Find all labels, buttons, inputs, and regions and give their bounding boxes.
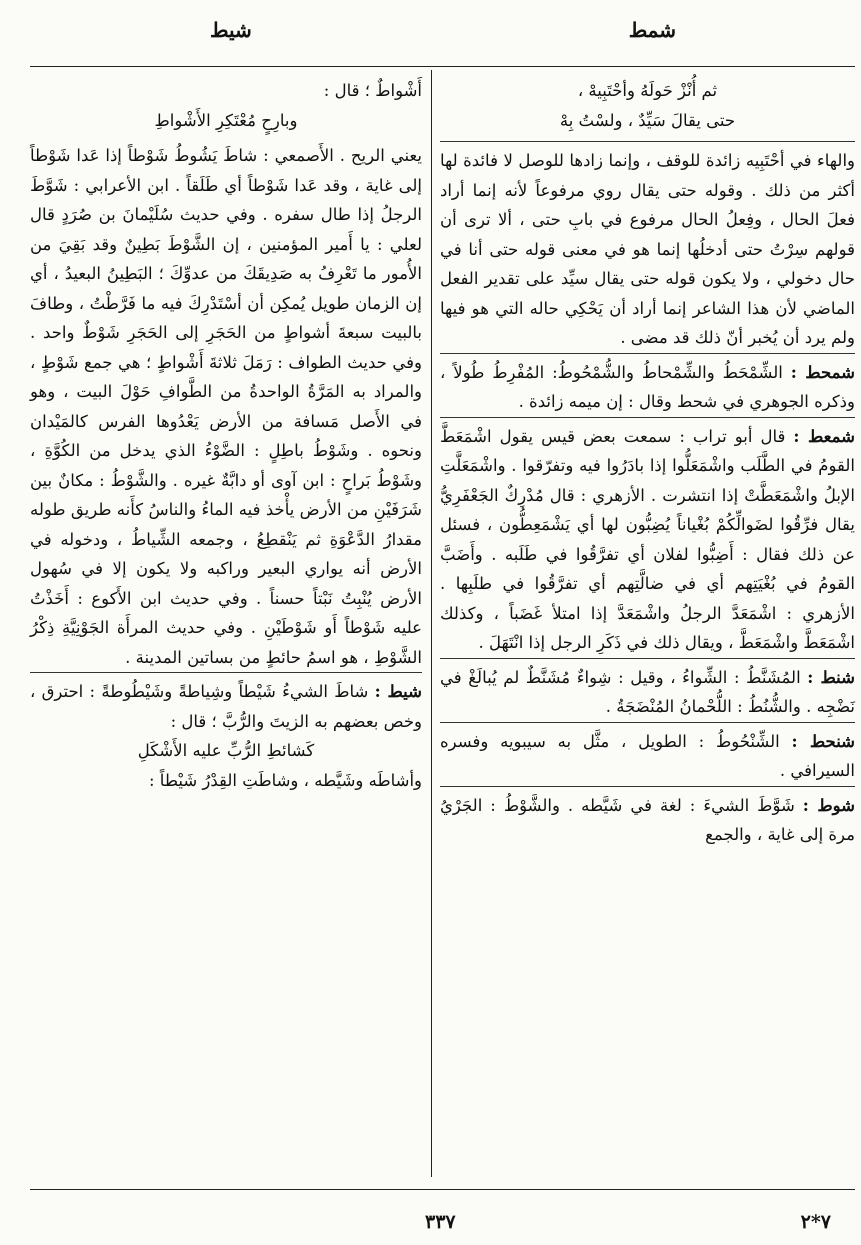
bottom-rule [30, 1189, 855, 1190]
intro-line: أَشْواطٌ ؛ قال : [323, 81, 422, 100]
left-column [30, 76, 422, 795]
page-number: ٣٣٧ [425, 1211, 456, 1233]
entry-shamaat [440, 417, 855, 658]
verse-line: حتى يقالَ سَيِّدٌ ، ولسْتُ بِهْ [559, 110, 736, 130]
verse-line: وبارِحٍ مُعْتَكِرِ الأَشْواطِ [154, 110, 298, 130]
entry-shamhat [440, 353, 855, 417]
paragraph: والهاء في أحْتَبِيه زائدة للوقف ، وإنما زادها للوصل لا فائدة لها أكثر من ذلك . وقوله حتى يقال روي مرفوعاً لأنه إنما أراد فعلَ الحال ، وفِعلُ الحال مرفوع في بابِ حتى ، ألا ترى أن قولهم سِرْتُ حتى أدخلُها إنما هو في معنى قوله حتى أنا في حال دخولي ، ولا يكون قوله حتى يقال سيِّد على تقدير الفعل الماضي لأن هذا الشاعر إنما أراد أن يَحْكِي حاله التي هو فيها ولم يرد أن يُخبر أنّ ذلك قد مضى . [440, 141, 855, 353]
headword: شنط : [807, 667, 855, 687]
top-rule [30, 66, 855, 67]
verse-line: كَشائطِ الرُّبِّ عليه الأَشْكَلِ [137, 741, 315, 760]
entry-text: شَوَّطَ الشيءَ : لغة في شَيَّطه . والشَّوْطُ : الجَرْيُ مرة إلى غاية ، والجمع [440, 795, 855, 844]
entry-text: شاطَ الشيءُ شَيْطاً وشِياطةً وشَيْطُوطةً : احترق ، وخص بعضهم به الزيتَ والرُّبَّ ؛ قال : [30, 682, 422, 731]
column-separator [431, 70, 432, 1177]
entry-text: المُشَنَّطُ : الشِّواءُ ، وقيل : شِواءٌ مُشَنَّطٌ لم يُبالَغْ في نَضْجِه . والشُّنُطُ : اللُّحْمانُ المُنْضَجَةُ . [440, 667, 855, 716]
right-column [440, 76, 855, 850]
entry-shanhat [440, 722, 855, 786]
entry-shayt [30, 672, 422, 736]
header-right-word: شمط [628, 18, 676, 42]
headword: شيط : [374, 682, 422, 701]
header-left-word: شيط [210, 18, 252, 42]
headword: شوط : [802, 795, 855, 815]
verse-line: ثم أُنْزْ حَولَهُ وأحْتَبِيهْ ، [577, 81, 718, 100]
entry-shawt [440, 786, 855, 850]
paragraph: يعني الريح . الأَصمعي : شاطَ يَشُوطُ شَوْطاً إذا عَدا شَوْطاً إلى غاية ، وقد عَدا شَوْطاً أي طَلَقاً . ابن الأعرابي : شَوَّطَ الرجلُ إذا طال سفره . وفي حديث سُلَيْمانَ بن صُرَدٍ قال لعلي : يا أَمير المؤمنين ، إن الشَّوْطَ بَطِينٌ وقد بَقِيَ من الأُمور ما تَعْرِفُ به صَدِيقَكَ من عدوِّكَ ؛ البَطِينُ البعيدُ ، أي إن الزمان طويل يُمكِن أن أسْتَدْرِكَ فيه ما فَرَّطْتُ ، وطافَ بالبيت سبعةَ أشواطٍ من الحَجَرِ إلى الحَجَرِ شَوْطٌ واحد . وفي حديث الطواف : رَمَلَ ثلاثةَ أَشْواطٍ ؛ هي جمع شَوْطٍ ، والمراد به المَرَّةُ الواحدةُ من الطَّوافِ حَوْلَ البيت ، وهو في الأَصل مَسافة من الأرض يَعْدُوها الفرس كالمَيْدان ونحوه . وشَوْطُ باطِلٍ : الضَّوْءُ الذي يدخل من الكُوَّةِ ، وشَوْطُ بَراحٍ : ابن آوى أو دابَّةٌ غيره . والشَّوْطُ : مكانٌ بين شَرَفَيْنِ من الأرض يأْخذ فيه الماءُ والناسُ كأَنه طريق طوله مقدارُ الدَّعْوَةِ ثم يَنْقطِعُ ، وجمعه الشِّياطُ ، ودخوله في الأرض أنه يواري البعير وراكبه ولا يكون إلا في سُهول الأرض يُنْبِتُ نَبْتاً حسناً . وفي حديث ابن الأَكوع : أَخَذْتُ عليه شَوْطاً أَو شَوْطَيْنِ . وفي حديث المرأَة الجَوْنِيَّةِ ذِكْرُ الشَّوْطِ ، هو اسمُ حائطٍ من بساتين المدينة . [30, 146, 422, 667]
headword: شمعط : [793, 426, 856, 446]
entry-shant [440, 658, 855, 722]
entry-text: قال أبو تراب : سمعت بعض قيس يقول اشْمَعَطَّ القومُ في الطَّلَب واشْمَعَلُّوا إذا بادَرُوا فيه وتفرّقوا . واشْمَعَلَّتِ الإبلُ واشْمَعَطَّتْ إذا انتشرت . الأزهري : قال مُدْرِكٌ الجَعْفَرِيُّ يقال فرِّقُوا لضَوالِّكُمْ بُغْياناً يُضِبُّون لها أي يَشْمَعِطُّون ، فسئل عن ذلك فقال : أَضِبُّوا لفلان أي تفرَّقُوا في طَلَبه . وأَضَبَّ القومُ في بُغْيَتِهم أي في ضالَّتِهم أي تفرَّقُوا في طلَبِها . الأزهري : اشْمَعَدَّ الرجلُ واشْمَعَدَّ إذا امتلأ غَضَباً ، وكذلك اشْمَعَطَّ واشْمَعَطَّ ، ويقال ذلك في ذَكَرِ الرجل إذا انْتَهَلَ . [440, 426, 855, 652]
entry-text: الشِّنْحُوطُ : الطويل ، مثَّل به سيبويه وفسره السيرافي . [440, 731, 855, 780]
headword: شمحط : [790, 362, 855, 382]
headword: شنحط : [791, 731, 855, 751]
entry-text: الشِّمْحَطُ والشِّمْحاطُ والشُّمْحُوطُ: المُفْرِطُ طُولاً ، وذكره الجوهري في شحط وقال : إن ميمه زائدة . [440, 362, 855, 411]
signature-code: ٧*٢ [800, 1211, 831, 1233]
paragraph: وأشاطَه وشَيَّطه ، وشاطَتِ القِدْرُ شَيْطاً : [149, 770, 422, 790]
